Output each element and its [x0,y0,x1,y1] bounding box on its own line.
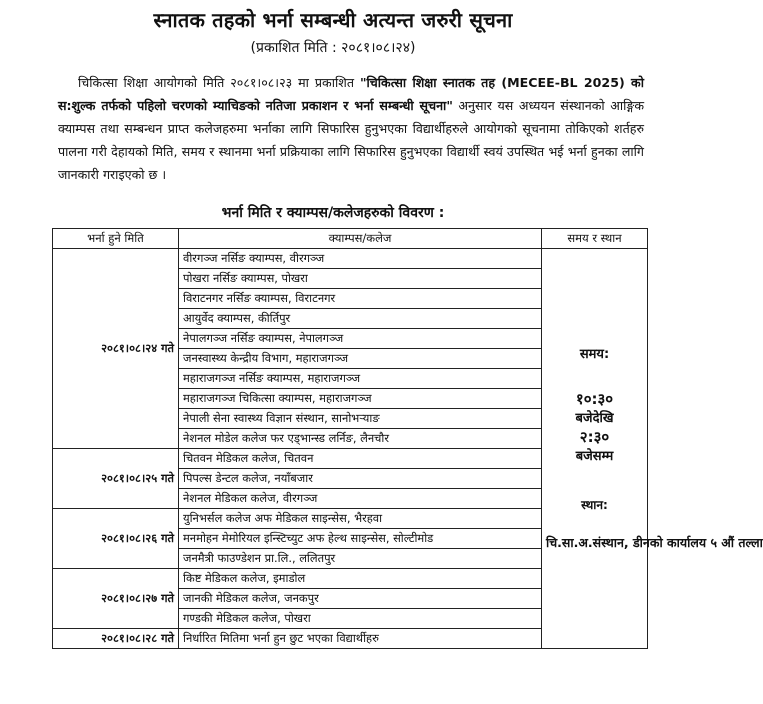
campus-name: गण्डकी मेडिकल कलेज, पोखरा [179,609,542,629]
campus-name: युनिभर्सल कलेज अफ मेडिकल साइन्सेस, भैरहवा [179,509,542,529]
time-to-word: बजेसम्म [575,449,614,464]
time-label: समय: [579,347,610,362]
time-from: १०:३० [575,390,614,408]
campus-name: नेपाली सेना स्वास्थ्य विज्ञान संस्थान, सानोभऱ्याङ [179,409,542,429]
place-label: स्थान: [581,498,608,512]
campus-name: नेशनल मोडेल कलेज फर एड्भान्स्ड लर्निङ, लैनचौर [179,429,542,449]
notice-body-intro: चिकित्सा शिक्षा आयोगको मिति २०८१।०८।२३ मा प्रकाशित [78,75,360,90]
time-to: २:३० [579,428,610,446]
place-value: चि.सा.अ.संस्थान, डीनको कार्यालय ५ औं तल्ला [546,535,763,550]
time-place-cell [542,249,763,649]
table-body [53,249,763,649]
campus-name: चितवन मेडिकल कलेज, चितवन [179,449,542,469]
header-date: भर्ना हुने मिति [53,229,179,249]
notice-body-details: अनुसार यस अध्ययन संस्थानको आङ्गिक क्याम्पस तथा सम्बन्धन प्राप्त कलेजहरुमा भर्नाका लागि सिफारिस हुनुभएका विद्यार्थीहरुले आयोगको सूचनामा तोकिएको शर्तहरु पालना गरी देहायको मिति, समय र स्थानमा भर्ना प्रक्रियाका लागि सिफारिस हुनुभएका विद्यार्थी स्वयं उपस्थित भई भर्ना हुनका लागि जानकारी गराइएको छ । [58,98,645,182]
notice-title: स्नातक तहको भर्ना सम्बन्धी अत्यन्त जरुरी सूचना [153,8,513,32]
published-date: (प्रकाशित मिति : २०८१।०८।२४) [250,40,416,56]
time-from-word: बजेदेखि [575,411,614,426]
notice-body-reference: "चिकित्सा शिक्षा स्नातक तह (MECEE-BL 2025) को स:शुल्क तर्फको पहिलो चरणको म्याचिङको नतिजा प्रकाशन र भर्ना सम्बन्धी सूचना" [58,75,644,113]
campus-name: महाराजगञ्ज नर्सिङ क्याम्पस, महाराजगञ्ज [179,369,542,389]
header-campus: क्याम्पस/कलेज [179,229,542,249]
table-row [53,249,648,269]
campus-name: किष्ट मेडिकल कलेज, इमाडोल [179,569,542,589]
admission-date: २०८१।०८।२४ गते [53,249,179,449]
campus-name: पिपल्स डेन्टल कलेज, नयाँबजार [179,469,542,489]
campus-name: मनमोहन मेमोरियल इन्स्टिच्युट अफ हेल्थ साइन्सेस, सोल्टीमोड [179,529,542,549]
admission-date: २०८१।०८।२६ गते [53,509,179,569]
notice-body [58,71,644,186]
campus-name: महाराजगञ्ज चिकित्सा क्याम्पस, महाराजगञ्ज [179,389,542,409]
campus-name: निर्धारित मितिमा भर्ना हुन छुट भएका विद्यार्थीहरु [179,629,542,649]
admission-date: २०८१।०८।२७ गते [53,569,179,629]
campus-name: आयुर्वेद क्याम्पस, कीर्तिपुर [179,309,542,329]
campus-name: जनस्वास्थ्य केन्द्रीय विभाग, महाराजगञ्ज [179,349,542,369]
campus-name: जानकी मेडिकल कलेज, जनकपुर [179,589,542,609]
header-time-place: समय र स्थान [542,229,648,249]
table-heading: भर्ना मिति र क्याम्पस/कलेजहरुको विवरण : [221,205,445,221]
campus-name: नेपालगञ्ज नर्सिङ क्याम्पस, नेपालगञ्ज [179,329,542,349]
admission-date: २०८१।०८।२५ गते [53,449,179,509]
admission-date: २०८१।०८।२८ गते [53,629,179,649]
campus-name: वीरगञ्ज नर्सिङ क्याम्पस, वीरगञ्ज [179,249,542,269]
campus-name: जनमैत्री फाउण्डेशन प्रा.लि., ललितपुर [179,549,542,569]
admission-table [52,228,763,649]
table-header-row [53,229,648,249]
campus-name: विराटनगर नर्सिङ क्याम्पस, विराटनगर [179,289,542,309]
campus-name: पोखरा नर्सिङ क्याम्पस, पोखरा [179,269,542,289]
campus-name: नेशनल मेडिकल कलेज, वीरगञ्ज [179,489,542,509]
